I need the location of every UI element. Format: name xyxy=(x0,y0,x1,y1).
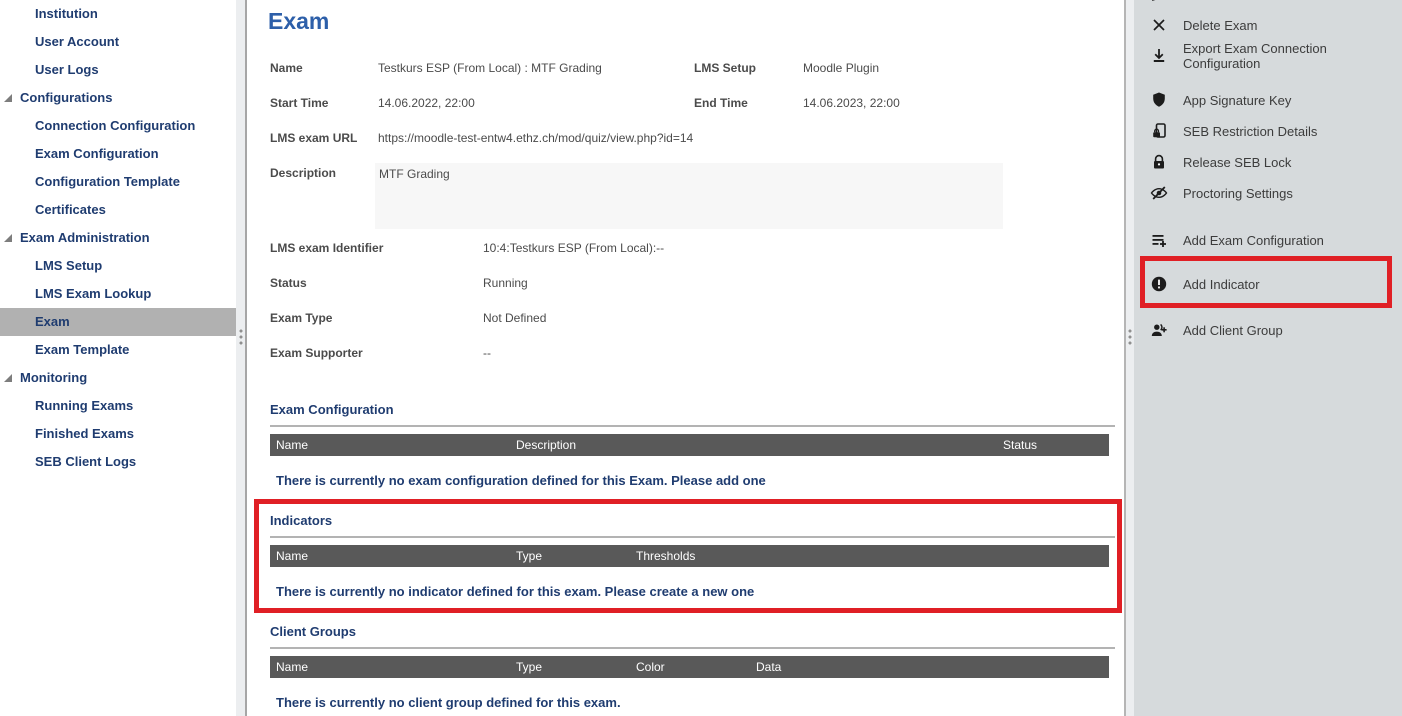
sidebar-item-exam-template[interactable] xyxy=(0,336,236,364)
left-nav xyxy=(0,0,236,716)
action-label xyxy=(1183,0,1242,2)
action-label: Export Exam Connection Configuration xyxy=(1183,41,1327,71)
field-label-end-time: End Time xyxy=(694,96,748,110)
person-add-icon xyxy=(1150,321,1170,339)
field-label-lms-setup: LMS Setup xyxy=(694,61,756,75)
field-value-end-time: 14.06.2023, 22:00 xyxy=(803,96,900,110)
action-label: Add Exam Configuration xyxy=(1183,232,1324,248)
collapse-triangle-icon xyxy=(4,94,12,102)
action-label: Add Indicator xyxy=(1183,276,1260,292)
column-header-name[interactable]: Name xyxy=(276,549,309,563)
sidebar-item-label: Exam Administration xyxy=(20,230,150,245)
exam-configuration-empty-message: There is currently no exam configuration defined for this Exam. Please add one xyxy=(276,473,766,488)
sidebar-item-label: Exam xyxy=(35,314,70,329)
field-value-status: Running xyxy=(483,276,528,290)
sidebar-item-label: Exam Configuration xyxy=(35,146,159,161)
sidebar-item-label: Exam Template xyxy=(35,342,130,357)
field-value-start-time: 14.06.2022, 22:00 xyxy=(378,96,475,110)
field-label-lms-exam-url: LMS exam URL xyxy=(270,131,358,145)
shield-icon xyxy=(1150,91,1170,109)
sidebar-item-lms-setup[interactable] xyxy=(0,252,236,280)
delete-exam-action[interactable] xyxy=(1134,13,1402,37)
field-value-exam-supporter: -- xyxy=(483,346,491,360)
column-header-type[interactable]: Type xyxy=(516,660,543,674)
sidebar-item-certificates[interactable] xyxy=(0,196,236,224)
column-header-color[interactable]: Color xyxy=(636,660,665,674)
left-splitter[interactable] xyxy=(236,0,247,716)
splitter-grip-icon xyxy=(239,328,243,346)
seb-restriction-details-action[interactable] xyxy=(1134,119,1402,143)
sidebar-item-configuration-template[interactable] xyxy=(0,168,236,196)
add-client-group-action[interactable] xyxy=(1134,318,1402,342)
app-signature-key-action[interactable] xyxy=(1134,88,1402,112)
column-header-description[interactable]: Description xyxy=(516,438,577,452)
sidebar-item-label: User Account xyxy=(35,34,120,49)
field-label-exam-supporter: Exam Supporter xyxy=(270,346,363,360)
section-title-exam-configuration: Exam Configuration xyxy=(270,402,394,417)
indicators-empty-message: There is currently no indicator defined for this exam. Please create a new one xyxy=(276,584,755,599)
sidebar-item-exam-configuration[interactable] xyxy=(0,140,236,168)
column-header-status[interactable]: Status xyxy=(1003,438,1038,452)
sidebar-item-configurations[interactable] xyxy=(0,84,236,112)
add-exam-configuration-action[interactable] xyxy=(1134,228,1402,252)
lock-icon xyxy=(1150,153,1170,171)
sidebar-item-label: Connection Configuration xyxy=(35,118,196,133)
sidebar-item-user-account[interactable] xyxy=(0,28,236,56)
column-header-data[interactable]: Data xyxy=(756,660,782,674)
download-icon xyxy=(1150,47,1170,65)
sidebar-item-finished-exams[interactable] xyxy=(0,420,236,448)
pencil-icon xyxy=(1150,0,1170,3)
section-divider xyxy=(270,536,1115,538)
device-lock-icon xyxy=(1150,122,1170,140)
section-divider xyxy=(270,647,1115,649)
sidebar-item-connection-configuration[interactable] xyxy=(0,112,236,140)
field-value-lms-setup: Moodle Plugin xyxy=(803,61,880,75)
field-label-lms-exam-identifier: LMS exam Identifier xyxy=(270,241,384,255)
sidebar-item-label: Configurations xyxy=(20,90,113,105)
column-header-type[interactable]: Type xyxy=(516,549,543,563)
eye-off-icon xyxy=(1150,184,1170,202)
sidebar-item-monitoring[interactable] xyxy=(0,364,236,392)
section-title-indicators: Indicators xyxy=(270,513,333,528)
field-label-exam-type: Exam Type xyxy=(270,311,333,325)
column-header-name[interactable]: Name xyxy=(276,438,309,452)
field-label-start-time: Start Time xyxy=(270,96,329,110)
export-exam-connection-configuration-action[interactable] xyxy=(1134,41,1402,71)
action-pane xyxy=(1134,0,1402,716)
client-groups-empty-message: There is currently no client group defined for this exam. xyxy=(276,695,621,710)
sidebar-item-label: Monitoring xyxy=(20,370,88,385)
sidebar-item-running-exams[interactable] xyxy=(0,392,236,420)
action-label: App Signature Key xyxy=(1183,92,1292,108)
sidebar-item-user-logs[interactable] xyxy=(0,56,236,84)
sidebar-item-label: Configuration Template xyxy=(35,174,180,189)
sidebar-item-label: LMS Setup xyxy=(35,258,103,273)
description-textarea xyxy=(375,163,1003,229)
field-value-name: Testkurs ESP (From Local) : MTF Grading xyxy=(378,61,602,75)
sidebar-item-label: Running Exams xyxy=(35,398,134,413)
field-value-lms-exam-identifier: 10:4:Testkurs ESP (From Local):-- xyxy=(483,241,665,255)
proctoring-settings-action[interactable] xyxy=(1134,181,1402,205)
column-header-name[interactable]: Name xyxy=(276,660,309,674)
sidebar-item-label: LMS Exam Lookup xyxy=(35,286,152,301)
action-label: SEB Restriction Details xyxy=(1183,123,1318,139)
indicators-table-header xyxy=(270,545,1109,567)
action-label: Release SEB Lock xyxy=(1183,154,1292,170)
section-divider xyxy=(270,425,1115,427)
field-value-exam-type: Not Defined xyxy=(483,311,547,325)
playlist-add-icon xyxy=(1150,231,1170,249)
splitter-grip-icon xyxy=(1128,328,1132,346)
sidebar-item-lms-exam-lookup[interactable] xyxy=(0,280,236,308)
field-label-description: Description xyxy=(270,166,337,180)
sidebar-item-exam-administration[interactable] xyxy=(0,224,236,252)
sidebar-item-label: SEB Client Logs xyxy=(35,454,137,469)
field-value-description: MTF Grading xyxy=(379,167,450,181)
edit-exam-action[interactable] xyxy=(1134,0,1402,6)
column-header-thresholds[interactable]: Thresholds xyxy=(636,549,696,563)
page-title: Exam xyxy=(268,8,330,34)
collapse-triangle-icon xyxy=(4,234,12,242)
sidebar-item-exam[interactable] xyxy=(0,308,236,336)
field-label-name: Name xyxy=(270,61,303,75)
exam-configuration-table-header xyxy=(270,434,1109,456)
sidebar-item-label: Certificates xyxy=(35,202,106,217)
exam-detail-panel xyxy=(247,0,1124,716)
add-indicator-action[interactable] xyxy=(1134,272,1402,296)
right-splitter[interactable] xyxy=(1124,0,1134,716)
action-label: Delete Exam xyxy=(1183,17,1258,33)
sidebar-item-label: Institution xyxy=(35,6,98,21)
field-value-lms-exam-url: https://moodle-test-entw4.ethz.ch/mod/quiz/view.php?id=14 xyxy=(378,131,694,145)
sidebar-item-seb-client-logs[interactable] xyxy=(0,448,236,476)
sidebar-item-institution[interactable] xyxy=(0,0,236,28)
action-label: Proctoring Settings xyxy=(1183,185,1293,201)
action-label: Add Client Group xyxy=(1183,322,1283,338)
field-label-status: Status xyxy=(270,276,307,290)
alert-circle-icon xyxy=(1150,275,1170,293)
release-seb-lock-action[interactable] xyxy=(1134,150,1402,174)
sidebar-item-label: Finished Exams xyxy=(35,426,134,441)
close-icon xyxy=(1150,16,1170,34)
sidebar-item-label: User Logs xyxy=(35,62,99,77)
collapse-triangle-icon xyxy=(4,374,12,382)
section-title-client-groups: Client Groups xyxy=(270,624,356,639)
client-groups-table-header xyxy=(270,656,1109,678)
